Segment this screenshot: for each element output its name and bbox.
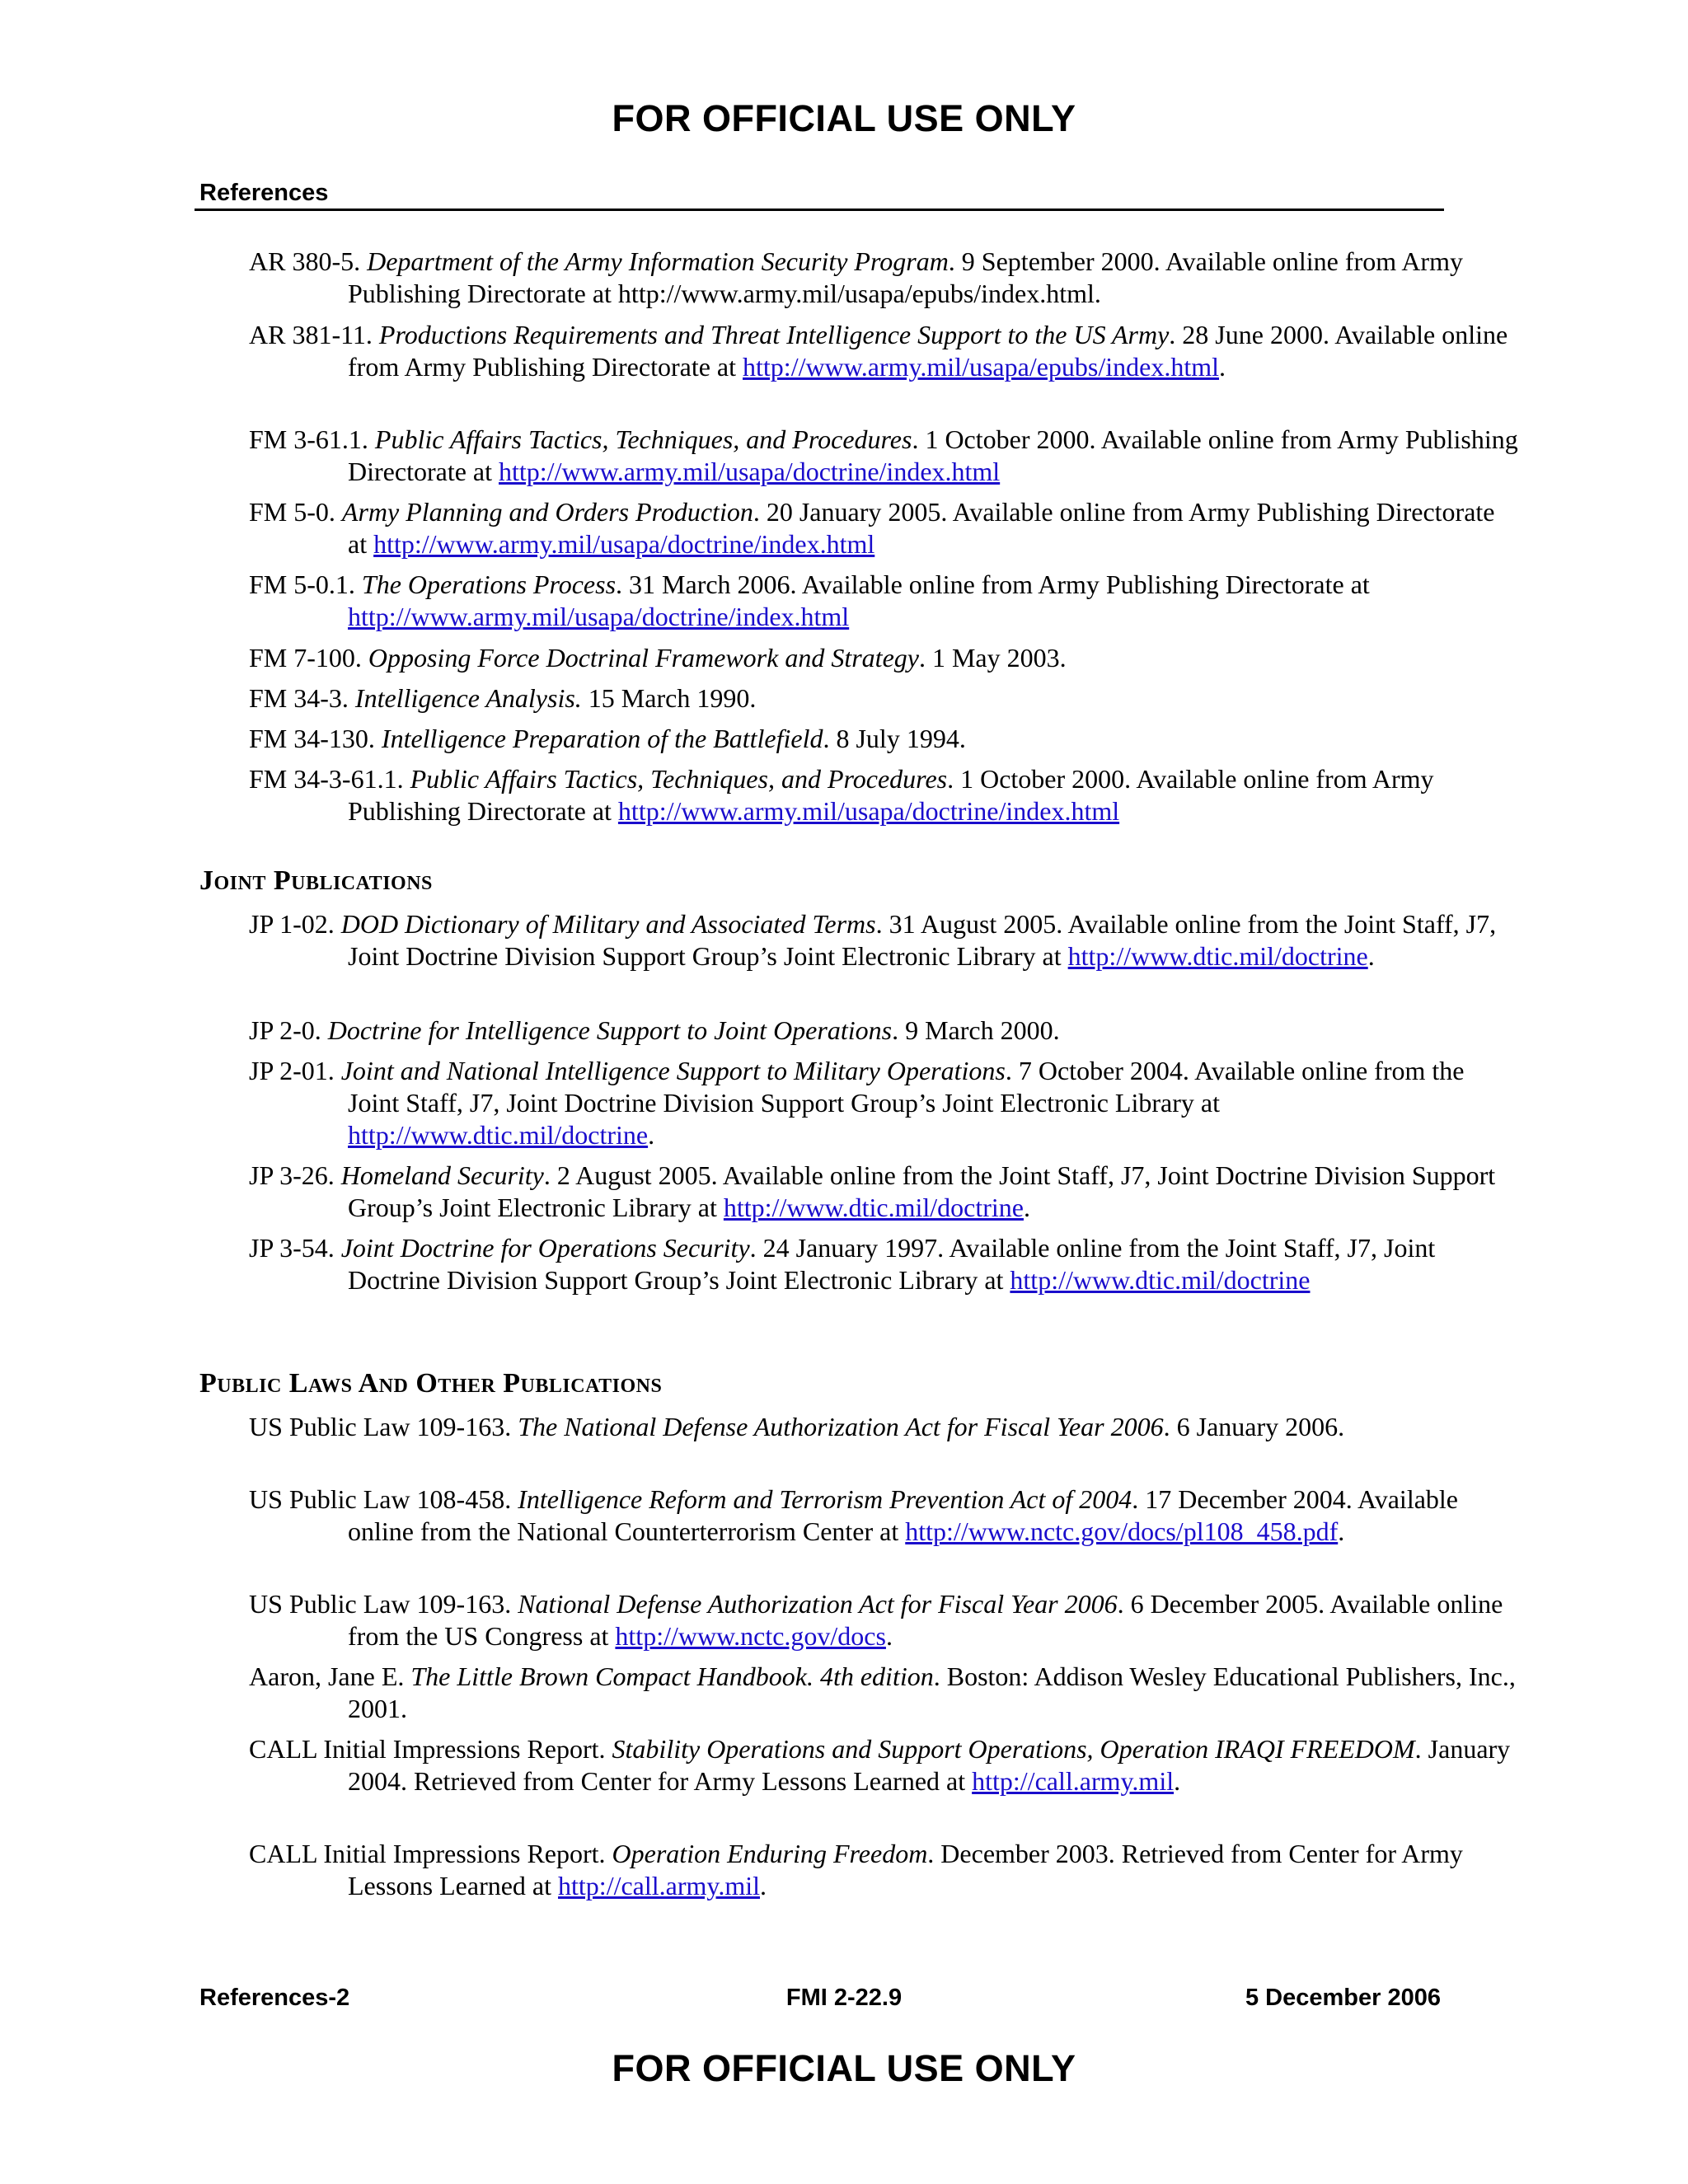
reference-entry: US Public Law 109-163. The National Defense Authorization Act for Fiscal Year 2006. 6 January 2006. [249,1412,1345,1441]
footer-publication-id: FMI 2-22.9 [785,1985,903,2011]
reference-link[interactable]: http://www.dtic.mil/doctrine [1067,941,1368,971]
reference-entry: FM 34-130. Intelligence Preparation of the Battlefield. 8 July 1994. [249,724,966,753]
reference-entry: AR 381-11. Productions Requirements and Threat Intelligence Support to the US Army. 28 June 2000. Available online from Army Publishing Directorate at http://www.army.mil/usapa/epubs/index.html. [249,320,1508,382]
reference-link[interactable]: http://call.army.mil [972,1766,1175,1796]
reference-link[interactable]: http://www.dtic.mil/doctrine [1010,1265,1311,1295]
reference-link[interactable]: http://www.army.mil/usapa/doctrine/index.html [348,602,850,631]
reference-entry: FM 3-61.1. Public Affairs Tactics, Techniques, and Procedures. 1 October 2000. Available online from Army Publishing Directorate at http://www.army.mil/usapa/doctrine/index.html [249,424,1518,486]
section-label: References [199,180,329,206]
reference-entry: Aaron, Jane E. The Little Brown Compact Handbook. 4th edition. Boston: Addison Wesley Educational Publishers, Inc., 2001. [249,1661,1516,1723]
security-marking-bottom: FOR OFFICIAL USE ONLY [612,2047,1076,2089]
reference-link[interactable]: http://www.army.mil/usapa/doctrine/index.html [373,529,875,559]
reference-entry: US Public Law 108-458. Intelligence Reform and Terrorism Prevention Act of 2004. 17 December 2004. Available online from the National Counterterrorism Center at http://www.nctc.gov/docs/pl108_458.pdf. [249,1484,1458,1546]
reference-entry: JP 2-01. Joint and National Intelligence Support to Military Operations. 7 October 2004. Available online from the Joint Staff, J7, Joint Doctrine Division Support Group’s Joint Electronic Library at http://www.dtic.mil/doctrine. [249,1056,1465,1150]
reference-entry: FM 5-0. Army Planning and Orders Production. 20 January 2005. Available online from Army Publishing Directorate at http://www.army.mil/usapa/doctrine/index.html [249,497,1495,559]
reference-entry: FM 5-0.1. The Operations Process. 31 March 2006. Available online from Army Publishing Directorate at http://www.army.mil/usapa/doctrine/index.html [249,569,1370,631]
reference-link[interactable]: http://www.dtic.mil/doctrine [723,1193,1024,1222]
reference-link[interactable]: http://www.army.mil/usapa/doctrine/index.html [499,457,1001,486]
reference-link[interactable]: http://call.army.mil [558,1871,760,1900]
reference-entry: JP 1-02. DOD Dictionary of Military and Associated Terms. 31 August 2005. Available online from the Joint Staff, J7, Joint Doctrine Division Support Group’s Joint Electronic Library at http://www.dtic.mil/doctrine. [249,909,1497,971]
reference-link[interactable]: http://www.nctc.gov/docs [615,1621,886,1651]
reference-entry: CALL Initial Impressions Report. Stability Operations and Support Operations, Operation IRAQI FREEDOM. January 2004. Retrieved from Center for Army Lessons Learned at http://call.army.mil. [249,1734,1511,1796]
header-rule [195,209,1444,211]
reference-entry: JP 3-26. Homeland Security. 2 August 2005. Available online from the Joint Staff, J7, Joint Doctrine Division Support Group’s Joint Electronic Library at http://www.dtic.mil/doctrine. [249,1160,1496,1222]
reference-entry: FM 34-3. Intelligence Analysis. 15 March 1990. [249,683,757,713]
reference-entry: JP 3-54. Joint Doctrine for Operations Security. 24 January 1997. Available online from the Joint Staff, J7, Joint Doctrine Division Support Group’s Joint Electronic Library at http://www.dtic.mil/doctrine [249,1233,1436,1295]
reference-entry: FM 7-100. Opposing Force Doctrinal Framework and Strategy. 1 May 2003. [249,643,1067,673]
reference-link[interactable]: http://www.dtic.mil/doctrine [348,1120,649,1150]
reference-link[interactable]: http://www.army.mil/usapa/doctrine/index.html [617,796,1120,826]
reference-entry: JP 2-0. Doctrine for Intelligence Support to Joint Operations. 9 March 2000. [249,1015,1060,1045]
reference-entry: CALL Initial Impressions Report. Operation Enduring Freedom. December 2003. Retrieved from Center for Army Lessons Learned at http://call.army.mil. [249,1839,1463,1900]
public-laws-heading: Public Laws And Other Publications [199,1368,663,1399]
footer-date: 5 December 2006 [1245,1985,1441,2011]
reference-link[interactable]: http://www.nctc.gov/docs/pl108_458.pdf [905,1516,1339,1546]
reference-entry: AR 380-5. Department of the Army Information Security Program. 9 September 2000. Available online from Army Publishing Directorate at http://www.army.mil/usapa/epubs/index.html. [249,246,1463,308]
footer-page-number: References-2 [199,1985,350,2011]
security-marking-top: FOR OFFICIAL USE ONLY [612,97,1076,139]
reference-entry: US Public Law 109-163. National Defense Authorization Act for Fiscal Year 2006. 6 December 2005. Available online from the US Congress at http://www.nctc.gov/docs. [249,1589,1503,1651]
joint-publications-heading: Joint Publications [199,865,433,896]
reference-link[interactable]: http://www.army.mil/usapa/epubs/index.html [743,352,1220,382]
reference-entry: FM 34-3-61.1. Public Affairs Tactics, Techniques, and Procedures. 1 October 2000. Available online from Army Publishing Directorate at http://www.army.mil/usapa/doctrine/index.html [249,764,1434,826]
